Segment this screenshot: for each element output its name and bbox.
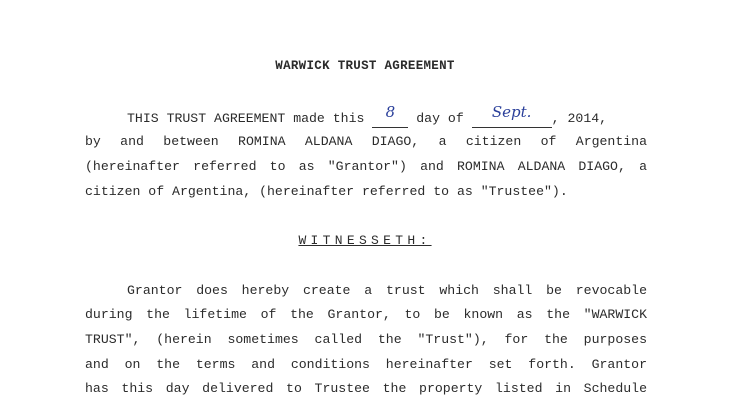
handwritten-month: Sept. — [472, 109, 552, 128]
para2-line1: Grantor does hereby create a trust which shall be revocable — [127, 283, 647, 298]
para1-line3: (hereinafter referred to as "Grantor") and ROMINA ALDANA DIAGO, a — [85, 159, 647, 174]
para1-line1 — [127, 103, 647, 128]
para2-line3: TRUST", (herein sometimes called the "Trust"), for the purposes — [85, 332, 647, 347]
para2-line4: and on the terms and conditions hereinafter set forth. Grantor — [85, 357, 647, 372]
para1-text-a: THIS TRUST AGREEMENT made this — [127, 111, 365, 126]
para2-line2: during the lifetime of the Grantor, to be known as the "WARWICK — [85, 307, 647, 322]
witnesseth-heading: WITNESSETH: — [298, 233, 432, 248]
handwritten-day: 8 — [372, 109, 408, 128]
document-title: WARWICK TRUST AGREEMENT — [275, 59, 455, 73]
para1-text-b: day of — [416, 111, 464, 126]
para1-line2: by and between ROMINA ALDANA DIAGO, a citizen of Argentina — [85, 134, 647, 149]
para2-line5: has this day delivered to Trustee the property listed in Schedule — [85, 381, 647, 396]
para1-text-c: , 2014, — [551, 111, 608, 126]
para1-line4: citizen of Argentina, (hereinafter referred to as "Trustee"). — [85, 184, 568, 199]
